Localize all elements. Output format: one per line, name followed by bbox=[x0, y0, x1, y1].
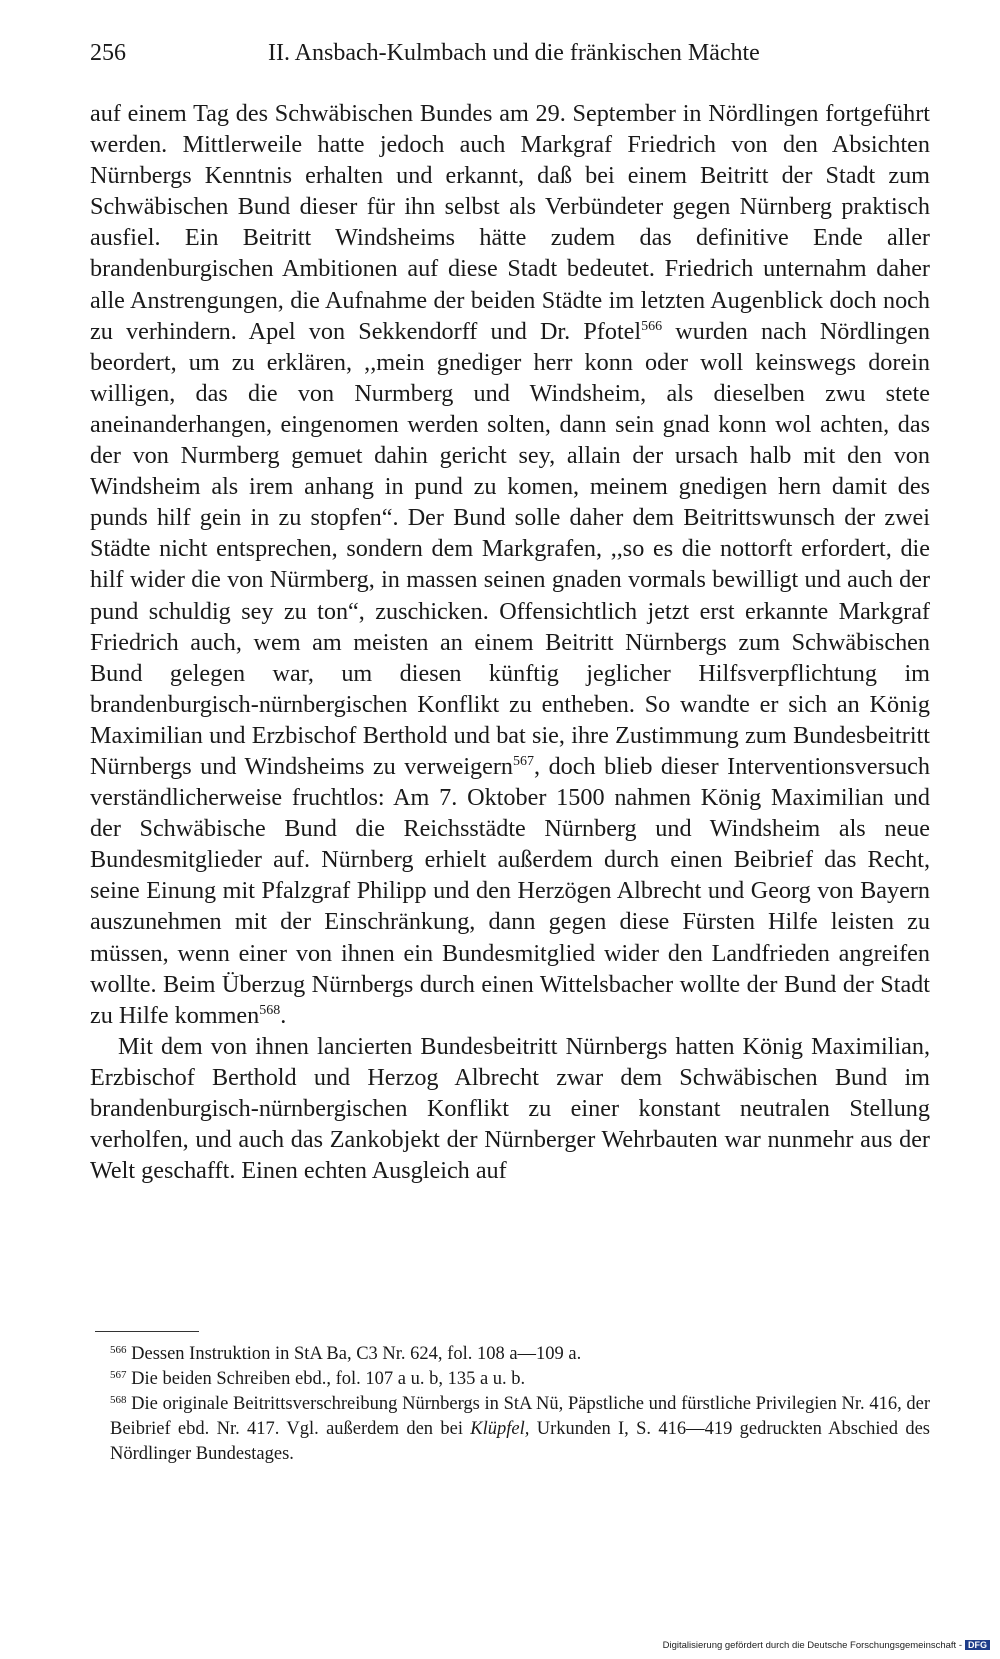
footnote-ref-567: 567 bbox=[513, 753, 535, 769]
dfg-logo: DFG bbox=[965, 1640, 990, 1650]
footnote-author: Klüpfel, bbox=[470, 1419, 530, 1439]
paragraph-2: Mit dem von ihnen lancierten Bundesbeitritt Nürnbergs hatten König Maximilian, Erzbischof Berthold und Herzog Albrecht zwar dem Schwäbischen Bund im brandenburgisch-nürnbergischen Konflikt zu einer konstant neutralen Stellung verholfen, und auch das Zankobjekt der Nürnberger Wehrbauten war nunmehr aus der Welt geschafft. Einen echten Ausgleich auf bbox=[90, 1032, 930, 1185]
footnote-text: Die originale Beitrittsverschreibung Nürnbergs in StA Nü, Päpstliche und fürstliche Privilegien Nr. 416, der Beibrief ebd. Nr. 417. Vgl. außerdem den bei bbox=[110, 1394, 930, 1439]
text-segment: , doch blieb dieser Interventionsversuch verständlicherweise fruchtlos: Am 7. Oktober 1500 nahmen König Maximilian und der Schwäbische Bund die Reichsstädte Nürnberg und Windsheim als neue Bundesmitglieder auf. Nürnberg erhielt außerdem durch einen Beibrief das Recht, seine Einung mit Pfalzgraf Philipp und den Herzögen Albrecht und Georg von Bayern auszunehmen mit der Einschränkung, dann gegen diese Fürsten Hilfe leisten zu müssen, wenn einer von ihnen ein Bundesmitglied wider den Landfrieden angreifen wollte. Beim Überzug Nürnbergs durch einen Wittelsbacher wollte der Bund der Stadt zu Hilfe kommen bbox=[90, 752, 930, 1029]
footnote-567 bbox=[110, 1367, 930, 1392]
credit-text: Digitalisierung gefördert durch die Deutsche Forschungsgemeinschaft - bbox=[662, 1640, 962, 1651]
footnote-number: 568 bbox=[110, 1394, 127, 1406]
text-segment: auf einem Tag des Schwäbischen Bundes am 29. September in Nördlingen fortgeführt werden. Mittlerweile hatte jedoch auch Markgraf Friedrich von den Absichten Nürnbergs Kenntnis erhalten und erkannt, daß bei einem Beitritt der Stadt zum Schwäbischen Bund dieser für ihn selbst als Verbündeter gegen Nürnberg praktisch ausfiel. Ein Beitritt Windsheims hätte zudem das definitive Ende aller brandenburgischen Ambitionen auf diese Stadt bedeutet. Friedrich unternahm daher alle Anstrengungen, die Aufnahme der beiden Städte im letzten Augenblick doch noch zu verhindern. Apel von Sekkendorff und Dr. Pfotel bbox=[90, 100, 930, 345]
footnote-number: 566 bbox=[110, 1344, 127, 1356]
footnote-text: Dessen Instruktion in StA Ba, C3 Nr. 624, fol. 108 a—109 a. bbox=[126, 1344, 582, 1364]
footnote-ref-568: 568 bbox=[259, 1002, 281, 1018]
footnote-divider bbox=[95, 1331, 199, 1332]
page-number: 256 bbox=[90, 40, 126, 66]
footnote-text: Die beiden Schreiben ebd., fol. 107 a u. b, 135 a u. b. bbox=[126, 1369, 526, 1389]
footnote-number: 567 bbox=[110, 1369, 127, 1381]
paragraph-1 bbox=[90, 98, 930, 1031]
footnote-568 bbox=[110, 1392, 930, 1467]
footnotes bbox=[110, 1342, 930, 1467]
text-segment: wurden nach Nördlingen beordert, um zu erklären, ,,mein gnediger herr konn oder woll keinswegs dorein willigen, das die von Nurmberg und Windsheim, als dieselben zwu stete aneinanderhangen, eingenomen werden solten, dann sein gnad konn wol achten, das der von Nurmberg gemuet dahin gericht sey, allain der ursach halb mit den von Windsheim als irem anhang in pund zu komen, meinem gnedigen hern damit des punds hilf gein in zu stopfen“. Der Bund solle daher dem Beitrittswunsch der zwei Städte nicht entsprechen, sondern dem Markgrafen, ,,so es die nottorft erfordert, die hilf wider die von Nürmberg, in massen seinen gnaden vormals bewilligt und auch der pund schuldig sey zu ton“, zuschicken. Offensichtlich jetzt erst erkannte Markgraf Friedrich auch, wem am meisten an einem Beitritt Nürnbergs zum Schwäbischen Bund gelegen war, um diesen künftig jeglicher Hilfsverpflichtung im brandenburgisch-nürnbergischen Konflikt zu entheben. So wandte er sich an König Maximilian und Erzbischof Berthold und bat sie, ihre Zustimmung zum Bundesbeitritt Nürnbergs und Windsheims zu verweigern bbox=[90, 317, 930, 780]
footnote-text: Urkunden I, S. 416—419 gedruckten Abschied des Nördlinger Bundestages. bbox=[110, 1419, 930, 1464]
footnote-ref-566: 566 bbox=[641, 318, 663, 334]
running-title: II. Ansbach-Kulmbach und die fränkischen Mächte bbox=[268, 40, 760, 66]
text-segment: . bbox=[280, 1001, 287, 1029]
digitization-credit bbox=[663, 1640, 990, 1651]
main-text bbox=[90, 98, 930, 1186]
footnote-566 bbox=[110, 1342, 930, 1367]
